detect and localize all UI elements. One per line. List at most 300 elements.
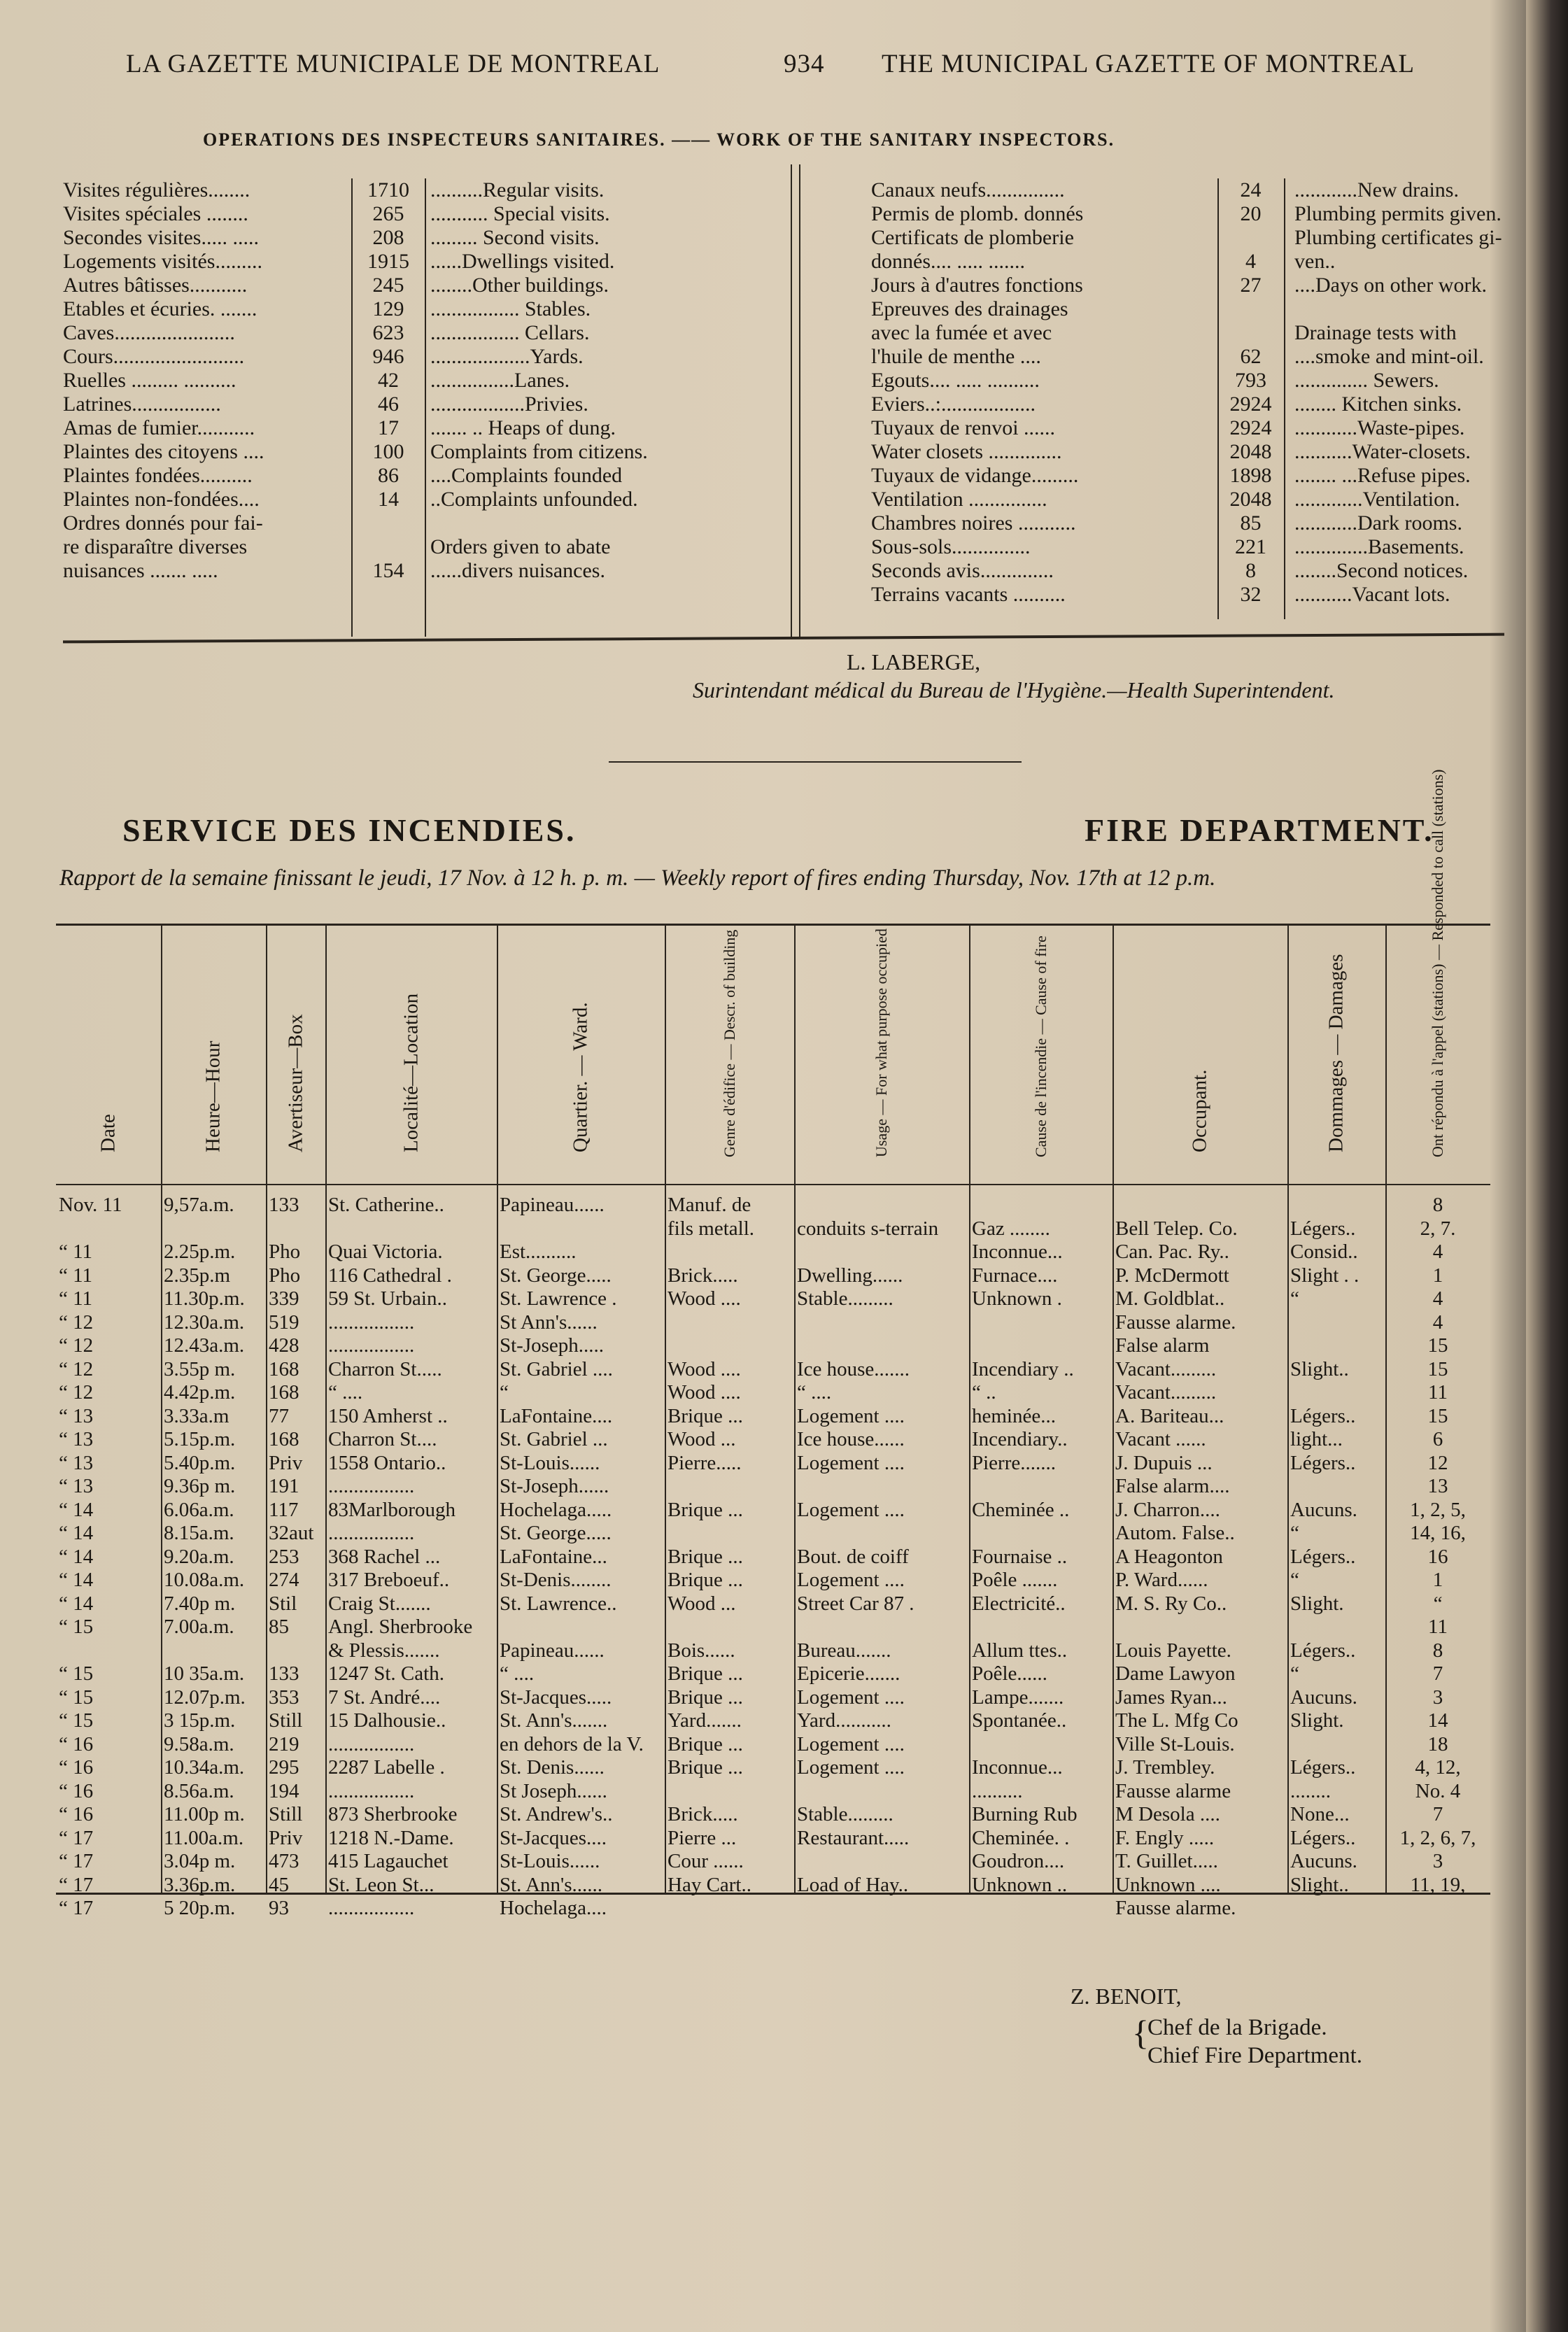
page-number: 934 <box>784 50 825 78</box>
table-cell: 15 <box>1427 1404 1448 1427</box>
table-cell: Priv <box>269 1826 303 1849</box>
table-cell: 1 <box>1432 1264 1443 1287</box>
table-cell: Brique ... <box>668 1756 743 1779</box>
table-row <box>56 1568 1490 1592</box>
table-cell: “ 13 <box>59 1404 94 1427</box>
left-num-row <box>357 535 420 559</box>
right-num-row: 2048 <box>1229 440 1272 463</box>
left-en-row: ................. Stables. <box>430 297 591 320</box>
table-cell: Pierre ... <box>668 1826 737 1849</box>
right-num-row: 62 <box>1240 345 1262 368</box>
table-cell: 3 15p.m. <box>164 1709 236 1732</box>
fire-title-english: FIRE DEPARTMENT. <box>1085 812 1434 848</box>
table-cell: “ 15 <box>59 1662 94 1685</box>
table-cell: 1, 2, 5, <box>1410 1498 1466 1521</box>
table-cell: Hay Cart.. <box>668 1873 751 1896</box>
table-cell: Wood .... <box>668 1287 741 1310</box>
right-fr-row: Canaux neufs............... <box>871 178 1065 202</box>
right-num-row: 8 <box>1245 559 1256 582</box>
right-num-row: 20 <box>1240 202 1262 225</box>
table-cell: 14 <box>1427 1709 1448 1732</box>
table-cell: “ 12 <box>59 1334 94 1357</box>
table-cell: Légers.. <box>1290 1217 1356 1240</box>
table-cell: 7 <box>1432 1803 1443 1825</box>
left-num-row: 245 <box>372 274 404 297</box>
sanitary-left-numbers <box>357 178 420 583</box>
table-cell: Nov. 11 <box>59 1194 122 1216</box>
table-cell: .......... <box>972 1779 1023 1802</box>
table-cell: 10 35a.m. <box>164 1662 245 1685</box>
table-cell: Inconnue... <box>972 1756 1063 1779</box>
table-cell: 3 <box>1432 1686 1443 1709</box>
table-cell: Slight . . <box>1290 1264 1359 1287</box>
table-cell: Aucuns. <box>1290 1498 1357 1521</box>
left-num-row: 265 <box>372 202 404 225</box>
table-cell: 12 <box>1427 1451 1448 1474</box>
table-cell: 7 St. André.... <box>328 1686 441 1709</box>
left-num-row: 623 <box>372 321 404 344</box>
left-num-row: 946 <box>372 345 404 368</box>
table-cell: St-Denis........ <box>500 1569 612 1591</box>
right-num-row: 2924 <box>1229 393 1272 416</box>
table-cell: “ 17 <box>59 1897 94 1919</box>
table-cell: Papineau...... <box>500 1194 605 1216</box>
table-cell: F. Engly ..... <box>1115 1826 1215 1849</box>
table-cell: Logement .... <box>797 1451 905 1474</box>
table-cell: 1558 Ontario.. <box>328 1451 446 1474</box>
table-cell: 45 <box>269 1873 289 1896</box>
right-en-row: ............Dark rooms. <box>1294 511 1462 535</box>
left-num-row: 129 <box>372 297 404 320</box>
table-cell: “ 17 <box>59 1850 94 1872</box>
table-cell: 93 <box>269 1897 289 1919</box>
table-cell: Logement .... <box>797 1569 905 1591</box>
table-cell: 353 <box>269 1686 299 1709</box>
table-cell: Allum ttes.. <box>972 1639 1068 1662</box>
table-cell: 4 <box>1432 1310 1443 1334</box>
table-cell: St. Leon St... <box>328 1873 435 1896</box>
table-cell: Bout. de coiff <box>797 1545 909 1568</box>
table-row <box>56 1873 1490 1897</box>
table-cell: Still <box>269 1803 303 1825</box>
fire-header-cell <box>1113 924 1287 1182</box>
table-cell: St-Louis...... <box>500 1451 600 1474</box>
table-cell: 12.07p.m. <box>164 1686 246 1709</box>
table-cell: “ 17 <box>59 1826 94 1849</box>
table-cell: Unknown .... <box>1115 1873 1221 1896</box>
table-cell: 8 <box>1432 1639 1443 1662</box>
table-cell: 15 <box>1427 1334 1448 1357</box>
table-cell: Dame Lawyon <box>1115 1662 1236 1685</box>
left-en-row: ................. Cellars. <box>430 321 590 344</box>
right-fr-row: Certificats de plomberie <box>871 226 1074 249</box>
right-num-row: 4 <box>1245 250 1256 273</box>
table-cell: “ 13 <box>59 1475 94 1497</box>
table-row <box>56 1474 1490 1498</box>
table-cell: St. Denis...... <box>500 1756 605 1779</box>
left-fr-row: Latrines................. <box>63 393 221 416</box>
table-row <box>56 1709 1490 1732</box>
fire-header-cell <box>794 924 969 1182</box>
right-en-row: Plumbing permits given. <box>1294 202 1502 225</box>
fire-header-label: Occupant. <box>1188 1069 1211 1152</box>
table-row <box>56 1240 1490 1264</box>
table-cell: 1 <box>1432 1569 1443 1591</box>
table-cell: 6 <box>1432 1428 1443 1450</box>
table-cell: Wood .... <box>668 1381 741 1404</box>
table-row <box>56 1826 1490 1850</box>
table-row <box>56 1896 1490 1920</box>
table-cell: Cheminée. . <box>972 1826 1070 1849</box>
table-cell: 133 <box>269 1662 299 1685</box>
fire-header-cell <box>161 924 266 1182</box>
right-en-row: Plumbing certificates gi- <box>1294 226 1502 249</box>
table-cell: 5 20p.m. <box>164 1897 236 1919</box>
table-cell: Can. Pac. Ry.. <box>1115 1241 1229 1263</box>
table-cell: 18 <box>1427 1732 1448 1755</box>
table-cell: 16 <box>1427 1545 1448 1568</box>
table-cell: “ 14 <box>59 1592 94 1615</box>
table-cell: 14, 16, <box>1410 1522 1466 1544</box>
table-cell: Stil <box>269 1592 297 1615</box>
left-en-row: ........Other buildings. <box>430 274 609 297</box>
left-num-row: 42 <box>378 369 399 392</box>
right-fr-row: Seconds avis.............. <box>871 559 1054 582</box>
table-cell: “ 14 <box>59 1569 94 1591</box>
table-cell: 295 <box>269 1756 299 1779</box>
table-cell: conduits s-terrain <box>797 1217 939 1240</box>
table-cell: 116 Cathedral . <box>328 1264 452 1287</box>
table-cell: “ 13 <box>59 1428 94 1450</box>
table-cell: ........ <box>1290 1779 1331 1802</box>
table-cell: Electricité.. <box>972 1592 1066 1615</box>
table-cell: 428 <box>269 1334 299 1357</box>
table-cell: “ 13 <box>59 1451 94 1474</box>
table-cell: 9,57a.m. <box>164 1194 234 1216</box>
table-cell: 83Marlborough <box>328 1498 456 1521</box>
table-cell: Yard........... <box>797 1709 891 1732</box>
left-fr-row: Visites régulières........ <box>63 178 250 202</box>
fire-header-label: Date <box>97 1114 120 1152</box>
right-num-row <box>1217 297 1284 321</box>
table-cell: Ice house...... <box>797 1428 905 1450</box>
column-rule <box>351 178 353 637</box>
table-row <box>56 1310 1490 1334</box>
left-fr-row: Plaintes fondées.......... <box>63 464 253 487</box>
table-cell: Louis Payette. <box>1115 1639 1231 1662</box>
table-row <box>56 1779 1490 1803</box>
table-cell: Cheminée .. <box>972 1498 1070 1521</box>
table-cell: LaFontaine... <box>500 1545 607 1568</box>
table-cell: 10.08a.m. <box>164 1569 245 1591</box>
table-cell: Brique ... <box>668 1404 743 1427</box>
table-cell: & Plessis....... <box>328 1639 440 1662</box>
right-en-row: ..............Basements. <box>1294 535 1464 558</box>
table-cell: 317 Breboeuf.. <box>328 1569 450 1591</box>
left-en-row: ........... Special visits. <box>430 202 610 225</box>
table-cell: Load of Hay.. <box>797 1873 909 1896</box>
table-cell: 2, 7. <box>1420 1217 1456 1240</box>
right-en-row: Drainage tests with <box>1294 321 1457 344</box>
right-num-row: 2048 <box>1229 488 1272 511</box>
table-row <box>56 1287 1490 1310</box>
table-cell: “ <box>1290 1287 1299 1310</box>
table-cell: 2.35p.m <box>164 1264 231 1287</box>
table-cell: Logement .... <box>797 1756 905 1779</box>
table-cell: Logement .... <box>797 1404 905 1427</box>
table-cell: 168 <box>269 1357 299 1380</box>
table-cell: T. Guillet..... <box>1115 1850 1218 1872</box>
right-fr-row: Tuyaux de vidange......... <box>871 464 1079 487</box>
table-cell: Stable......... <box>797 1803 894 1825</box>
right-fr-row: avec la fumée et avec <box>871 321 1052 344</box>
table-cell: Manuf. de <box>668 1194 751 1216</box>
left-num-row: 1710 <box>367 178 409 202</box>
table-row <box>56 1498 1490 1522</box>
table-cell: 219 <box>269 1732 299 1755</box>
table-cell: “ 16 <box>59 1779 94 1802</box>
table-cell: Spontanée.. <box>972 1709 1067 1732</box>
left-en-row: ................Lanes. <box>430 369 570 392</box>
sanitary-right-english <box>1294 178 1504 607</box>
table-cell: Furnace.... <box>972 1264 1058 1287</box>
left-fr-row: Secondes visites..... ..... <box>63 226 259 249</box>
table-cell: en dehors de la V. <box>500 1732 644 1755</box>
table-cell: Inconnue... <box>972 1241 1063 1263</box>
left-fr-row: Etables et écuries. ....... <box>63 297 257 320</box>
table-row <box>56 1732 1490 1756</box>
table-cell: Autom. False.. <box>1115 1522 1235 1544</box>
table-cell: 1247 St. Cath. <box>328 1662 444 1685</box>
header-left: LA GAZETTE MUNICIPALE DE MONTREAL <box>126 50 661 78</box>
left-num-row: 208 <box>372 226 404 249</box>
table-cell: Dwelling...... <box>797 1264 903 1287</box>
fire-title-french: SERVICE DES INCENDIES. <box>122 812 577 848</box>
left-fr-row: Amas de fumier........... <box>63 416 255 439</box>
table-cell: ................. <box>328 1310 415 1334</box>
table-cell: Brique ... <box>668 1569 743 1591</box>
table-cell: M Desola .... <box>1115 1803 1220 1825</box>
table-cell: Pierre....... <box>972 1451 1056 1474</box>
right-num-row <box>1217 321 1284 345</box>
fire-header-label: Localité—Location <box>400 993 422 1152</box>
table-cell: Fausse alarme <box>1115 1779 1231 1802</box>
table-cell: Quai Victoria. <box>328 1241 443 1263</box>
table-cell: “ 14 <box>59 1498 94 1521</box>
right-num-row: 32 <box>1240 583 1262 606</box>
table-cell: ................. <box>328 1897 415 1919</box>
table-cell: Hochelaga.... <box>500 1897 607 1919</box>
right-en-row <box>1294 297 1504 321</box>
table-cell: 59 St. Urbain.. <box>328 1287 447 1310</box>
sanitary-signer-title: Surintendant médical du Bureau de l'Hygiène.—Health Superintendent. <box>693 677 1335 702</box>
table-cell: 7.00a.m. <box>164 1616 234 1638</box>
right-num-row <box>1217 226 1284 250</box>
table-cell: 12.43a.m. <box>164 1334 245 1357</box>
table-cell: Poêle...... <box>972 1662 1047 1685</box>
table-cell: 1, 2, 6, 7, <box>1399 1826 1476 1849</box>
left-num-row: 17 <box>378 416 399 439</box>
table-cell: False alarm <box>1115 1334 1210 1357</box>
column-rule <box>1284 178 1285 619</box>
left-en-row: ......divers nuisances. <box>430 559 605 582</box>
table-cell: “ .... <box>328 1381 363 1404</box>
fire-subtitle: Rapport de la semaine finissant le jeudi, 17 Nov. à 12 h. p. m. — Weekly report of fires ending Thursday, Nov. 17th at 12 p.m. <box>59 865 1216 891</box>
table-cell: fils metall. <box>668 1217 755 1240</box>
left-fr-row: Plaintes non-fondées.... <box>63 488 260 511</box>
table-cell: 2287 Labelle . <box>328 1756 445 1779</box>
table-cell: 9.58a.m. <box>164 1732 234 1755</box>
sanitary-right-french <box>871 178 1221 607</box>
left-num-row: 46 <box>378 393 399 416</box>
table-row <box>56 1380 1490 1404</box>
table-cell: “ <box>1290 1569 1299 1591</box>
table-cell: Logement .... <box>797 1498 905 1521</box>
table-cell: Angl. Sherbrooke <box>328 1616 473 1638</box>
column-rule <box>799 164 800 637</box>
table-cell: Fausse alarme. <box>1115 1897 1236 1919</box>
table-row <box>56 1686 1490 1709</box>
table-cell: J. Trembley. <box>1115 1756 1215 1779</box>
table-cell: “ 11 <box>59 1241 93 1263</box>
table-cell: Wood ... <box>668 1428 736 1450</box>
table-cell: False alarm.... <box>1115 1475 1230 1497</box>
table-cell: St Joseph...... <box>500 1779 607 1802</box>
right-en-row: ...........Water-closets. <box>1294 440 1471 463</box>
fire-header-cell <box>665 924 794 1182</box>
left-fr-row: Ordres donnés pour fai- <box>63 511 263 535</box>
fire-header-cell <box>969 924 1113 1182</box>
table-cell: 873 Sherbrooke <box>328 1803 458 1825</box>
right-fr-row: Sous-sols............... <box>871 535 1031 558</box>
table-cell: 519 <box>269 1310 299 1334</box>
sanitary-left-french <box>63 178 348 583</box>
table-cell: Bois...... <box>668 1639 735 1662</box>
table-cell: Consid.. <box>1290 1241 1358 1263</box>
table-cell: 1218 N.-Dame. <box>328 1826 454 1849</box>
table-cell: Yard....... <box>668 1709 742 1732</box>
table-cell: “ .. <box>972 1381 996 1404</box>
right-en-row: ........Second notices. <box>1294 559 1469 582</box>
table-cell: “ 16 <box>59 1803 94 1825</box>
table-cell: 5.40p.m. <box>164 1451 236 1474</box>
fire-header-cell <box>325 924 497 1182</box>
table-cell: “ .... <box>797 1381 832 1404</box>
table-cell: Street Car 87 . <box>797 1592 914 1615</box>
table-cell: Fournaise .. <box>972 1545 1068 1568</box>
table-cell: St Ann's...... <box>500 1310 598 1334</box>
sanitary-left-english <box>430 178 780 583</box>
table-cell: St-Joseph...... <box>500 1475 609 1497</box>
table-row <box>56 1615 1490 1639</box>
table-cell: Vacant......... <box>1115 1381 1217 1404</box>
right-num-row: 793 <box>1235 369 1266 392</box>
table-cell: 13 <box>1427 1475 1448 1497</box>
table-cell: 415 Lagauchet <box>328 1850 448 1872</box>
table-cell: Poêle ....... <box>972 1569 1058 1591</box>
table-cell: heminée... <box>972 1404 1056 1427</box>
table-cell: Bell Telep. Co. <box>1115 1217 1238 1240</box>
right-num-row: 85 <box>1240 511 1262 535</box>
table-cell: 3 <box>1432 1850 1443 1872</box>
table-row <box>56 1755 1490 1779</box>
table-cell: 473 <box>269 1850 299 1872</box>
left-fr-row: Caves....................... <box>63 321 235 344</box>
table-cell: Restaurant..... <box>797 1826 910 1849</box>
right-en-row: ....smoke and mint-oil. <box>1294 345 1484 368</box>
table-cell: 8.15a.m. <box>164 1522 234 1544</box>
table-cell: Légers.. <box>1290 1451 1356 1474</box>
table-row <box>56 1662 1490 1686</box>
table-cell: J. Dupuis ... <box>1115 1451 1213 1474</box>
right-num-row: 1898 <box>1229 464 1272 487</box>
right-en-row: ........ Kitchen sinks. <box>1294 393 1462 416</box>
table-cell: Bureau....... <box>797 1639 891 1662</box>
right-num-row: 221 <box>1235 535 1266 558</box>
table-cell: Incendiary.. <box>972 1428 1068 1450</box>
sanitary-signer: L. LABERGE, <box>847 649 981 674</box>
table-cell: St. Andrew's.. <box>500 1803 613 1825</box>
table-cell: St. Gabriel .... <box>500 1357 613 1380</box>
table-cell: 11.00p m. <box>164 1803 245 1825</box>
right-fr-row: Chambres noires ........... <box>871 511 1076 535</box>
table-cell: No. 4 <box>1415 1779 1461 1802</box>
table-cell: 253 <box>269 1545 299 1568</box>
table-cell: Logement .... <box>797 1686 905 1709</box>
table-cell: ................. <box>328 1334 415 1357</box>
table-cell: Aucuns. <box>1290 1686 1357 1709</box>
table-cell: “ <box>1290 1662 1299 1685</box>
table-cell: 191 <box>269 1475 299 1497</box>
table-cell: Charron St..... <box>328 1357 442 1380</box>
fire-header-cell <box>497 924 665 1182</box>
fire-header-cell <box>56 924 161 1182</box>
table-cell: 7 <box>1432 1662 1443 1685</box>
sanitary-report <box>63 178 1504 640</box>
table-cell: “ 16 <box>59 1756 94 1779</box>
left-fr-row: Cours......................... <box>63 345 245 368</box>
left-num-row <box>357 511 420 535</box>
table-cell: M. Goldblat.. <box>1115 1287 1225 1310</box>
left-en-row: ......Dwellings visited. <box>430 250 615 273</box>
table-cell: “ 14 <box>59 1522 94 1544</box>
table-cell: “ 15 <box>59 1709 94 1732</box>
table-cell: ................. <box>328 1522 415 1544</box>
right-en-row: ............Waste-pipes. <box>1294 416 1465 439</box>
table-cell: 10.34a.m. <box>164 1756 245 1779</box>
header-rule <box>56 1184 1490 1185</box>
table-cell: Lampe....... <box>972 1686 1064 1709</box>
table-row <box>56 1334 1490 1357</box>
table-cell: Slight.. <box>1290 1357 1349 1380</box>
table-cell: A. Bariteau... <box>1115 1404 1224 1427</box>
table-cell: 11.30p.m. <box>164 1287 245 1310</box>
table-cell: 339 <box>269 1287 299 1310</box>
table-cell: Légers.. <box>1290 1404 1356 1427</box>
right-en-row: .............. Sewers. <box>1294 369 1439 392</box>
divider <box>609 761 1022 763</box>
table-cell: None... <box>1290 1803 1350 1825</box>
right-fr-row: Eviers..:.................. <box>871 393 1036 416</box>
table-cell: “ <box>500 1381 509 1404</box>
table-cell: St. Lawrence . <box>500 1287 617 1310</box>
left-en-row: Complaints from citizens. <box>430 440 648 463</box>
table-cell: Charron St.... <box>328 1428 437 1450</box>
table-cell: Goudron.... <box>972 1850 1065 1872</box>
left-en-row: ....... .. Heaps of dung. <box>430 416 616 439</box>
table-cell: St-Joseph..... <box>500 1334 605 1357</box>
table-cell: Vacant......... <box>1115 1357 1217 1380</box>
